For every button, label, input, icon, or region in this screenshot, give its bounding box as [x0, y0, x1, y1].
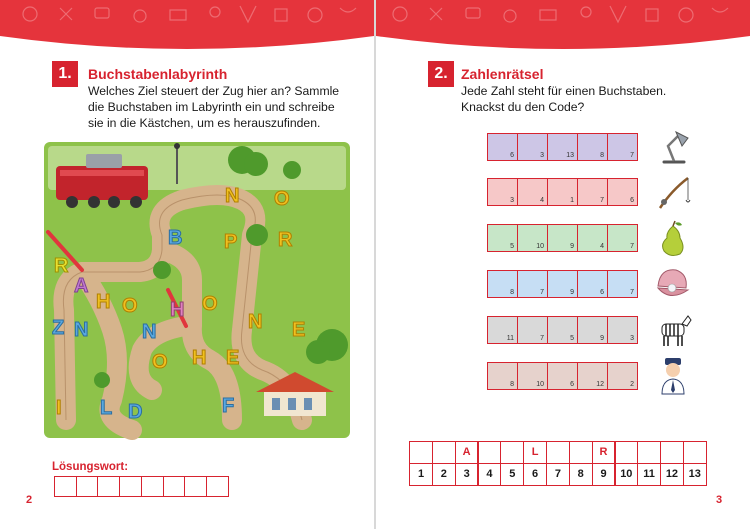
code-cell[interactable]: 10 — [517, 362, 548, 390]
maze-letter: O — [274, 188, 290, 210]
maze-letter: E — [292, 319, 306, 341]
maze-letter: H — [96, 291, 111, 313]
key-letter-cell[interactable]: R — [592, 441, 616, 464]
key-number-cell: 8 — [569, 463, 593, 486]
code-cell[interactable]: 9 — [547, 224, 578, 252]
key-letters-row — [409, 441, 706, 463]
page-number-left: 2 — [26, 494, 33, 506]
code-cell[interactable]: 8 — [487, 270, 518, 298]
answer-box[interactable] — [184, 476, 207, 497]
maze-letter: H — [170, 299, 185, 321]
key-number-cell: 2 — [432, 463, 456, 486]
pilot-icon — [652, 356, 694, 396]
key-number-cell: 1 — [409, 463, 433, 486]
key-number-cell: 4 — [477, 463, 501, 486]
pear-icon — [652, 218, 694, 258]
code-cell[interactable]: 12 — [577, 362, 608, 390]
code-cell[interactable]: 4 — [577, 224, 608, 252]
key-number-cell: 9 — [592, 463, 616, 486]
maze-letter: N — [74, 319, 89, 341]
maze-letter: B — [168, 227, 183, 249]
key-letter-cell[interactable] — [569, 441, 593, 464]
code-row-2 — [487, 178, 637, 206]
code-cell[interactable]: 10 — [517, 224, 548, 252]
maze-letter: F — [222, 395, 235, 417]
key-letter-cell[interactable] — [500, 441, 524, 464]
maze-letter: Z — [52, 317, 65, 339]
key-letter-cell[interactable] — [660, 441, 684, 464]
maze-letter: I — [56, 397, 62, 419]
maze-letter: A — [74, 275, 89, 297]
key-letter-cell[interactable] — [546, 441, 570, 464]
key-number-cell: 7 — [546, 463, 570, 486]
code-row-4 — [487, 270, 637, 298]
key-letter-cell[interactable] — [409, 441, 433, 464]
code-cell[interactable]: 7 — [517, 316, 548, 344]
key-number-cell: 6 — [523, 463, 547, 486]
code-cell[interactable]: 11 — [487, 316, 518, 344]
code-cell[interactable]: 8 — [577, 133, 608, 161]
task-title: Zahlenrätsel — [461, 66, 544, 82]
key-number-cell: 11 — [637, 463, 661, 486]
maze-letter: E — [226, 347, 240, 369]
code-cell[interactable]: 7 — [607, 224, 638, 252]
task-instructions: Jede Zahl steht für einen Buchstaben. Knackst du den Code? — [461, 84, 667, 114]
code-row-1 — [487, 133, 637, 161]
key-letter-cell[interactable] — [683, 441, 707, 464]
code-row-5 — [487, 316, 637, 344]
code-cell[interactable]: 7 — [517, 270, 548, 298]
code-key-table — [409, 441, 706, 485]
code-cell[interactable]: 6 — [487, 133, 518, 161]
answer-box[interactable] — [119, 476, 142, 497]
maze-letter: N — [225, 185, 240, 207]
code-cell[interactable]: 7 — [577, 178, 608, 206]
code-cell[interactable]: 3 — [517, 133, 548, 161]
task-number-badge: 2. — [428, 61, 454, 87]
answer-box[interactable] — [97, 476, 120, 497]
code-cell[interactable]: 5 — [487, 224, 518, 252]
key-numbers-row — [409, 463, 706, 485]
code-cell[interactable]: 6 — [607, 178, 638, 206]
answer-boxes — [54, 476, 228, 497]
page-number-right: 3 — [716, 494, 723, 506]
key-number-cell: 13 — [683, 463, 707, 486]
key-letter-cell[interactable]: L — [523, 441, 547, 464]
key-number-cell: 10 — [614, 463, 638, 486]
maze-letter: O — [152, 351, 168, 373]
code-cell[interactable]: 9 — [577, 316, 608, 344]
answer-box[interactable] — [54, 476, 77, 497]
code-cell[interactable]: 1 — [547, 178, 578, 206]
maze-letter: R — [278, 229, 293, 251]
maze-letter: O — [122, 295, 138, 317]
header-banner-left — [0, 0, 374, 52]
answer-box[interactable] — [76, 476, 99, 497]
key-letter-cell[interactable] — [477, 441, 501, 464]
answer-label: Lösungswort: — [52, 461, 129, 473]
maze-letter: R — [54, 255, 69, 277]
code-cell[interactable]: 7 — [607, 270, 638, 298]
header-banner-right — [376, 0, 750, 52]
zebra-icon — [652, 310, 694, 350]
key-number-cell: 3 — [455, 463, 479, 486]
answer-box[interactable] — [163, 476, 186, 497]
maze-letter: D — [128, 401, 143, 423]
code-row-3 — [487, 224, 637, 252]
left-page — [0, 0, 374, 529]
code-cell[interactable]: 5 — [547, 316, 578, 344]
maze-letter: N — [248, 311, 263, 333]
code-cell[interactable]: 4 — [517, 178, 548, 206]
maze-letter: H — [192, 347, 207, 369]
maze-letter: P — [224, 231, 238, 253]
task-number-badge: 1. — [52, 61, 78, 87]
answer-box[interactable] — [141, 476, 164, 497]
maze-letter: L — [100, 397, 113, 419]
fishing-rod-icon — [652, 172, 694, 212]
code-cell[interactable]: 2 — [607, 362, 638, 390]
answer-box[interactable] — [206, 476, 229, 497]
key-letter-cell[interactable] — [432, 441, 456, 464]
code-cell[interactable]: 8 — [487, 362, 518, 390]
code-cell[interactable]: 3 — [607, 316, 638, 344]
code-cell[interactable]: 3 — [487, 178, 518, 206]
code-cell[interactable]: 13 — [547, 133, 578, 161]
code-cell[interactable]: 7 — [607, 133, 638, 161]
task-title: Buchstabenlabyrinth — [88, 66, 228, 82]
key-number-cell: 12 — [660, 463, 684, 486]
code-cell[interactable]: 6 — [577, 270, 608, 298]
code-cell[interactable]: 6 — [547, 362, 578, 390]
maze-letter: O — [202, 293, 218, 315]
shell-pearl-icon — [652, 264, 694, 304]
key-number-cell: 5 — [500, 463, 524, 486]
lamp-icon — [652, 126, 694, 166]
key-letter-cell[interactable] — [614, 441, 638, 464]
key-letter-cell[interactable] — [637, 441, 661, 464]
letter-maze-illustration — [42, 140, 354, 440]
code-cell[interactable]: 9 — [547, 270, 578, 298]
task-instructions: Welches Ziel steuert der Zug hier an? Sammle die Buchstaben im Labyrinth ein und schreibe sie in die Kästchen, um es herauszufinden. — [88, 84, 340, 130]
key-letter-cell[interactable]: A — [455, 441, 479, 464]
maze-letter: N — [142, 321, 157, 343]
code-row-6 — [487, 362, 637, 390]
